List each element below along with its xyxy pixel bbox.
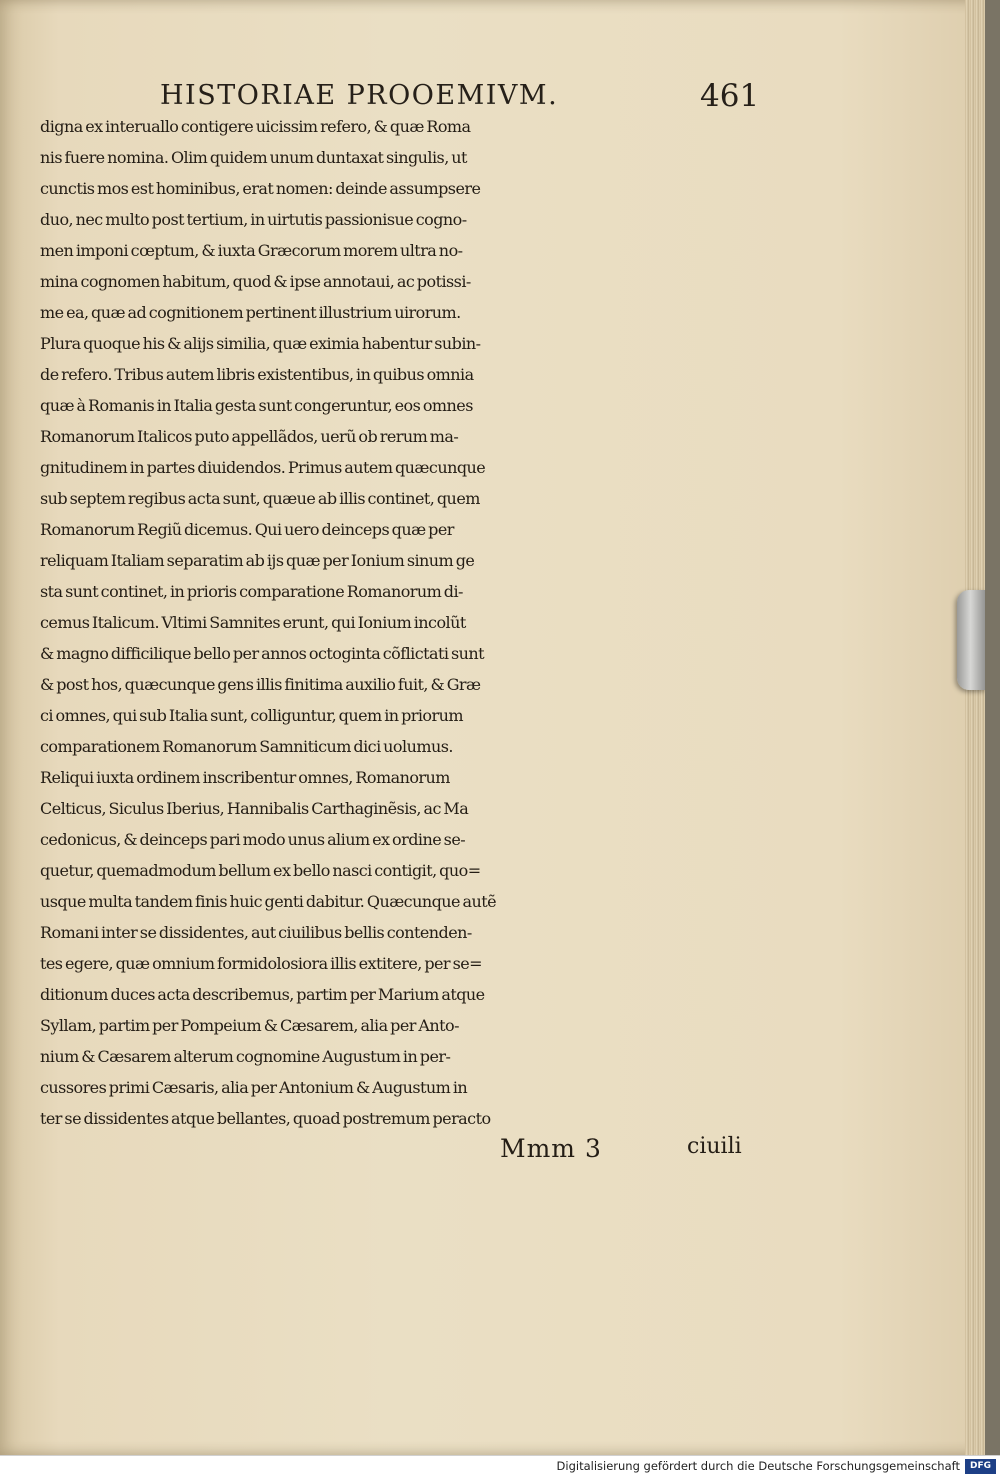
text-line: & magno difficilique bello per annos octoginta cõflictati sunt	[40, 644, 485, 663]
text-line: ci omnes, qui sub Italia sunt, colliguntur, quem in priorum	[40, 706, 463, 725]
text-line: comparationem Romanorum Samniticum dici uolumus.	[40, 737, 453, 756]
text-line: digna ex interuallo contigere uicissim refero, & quæ Roma	[40, 117, 471, 136]
text-line: cedonicus, & deinceps pari modo unus alium ex ordine se-	[40, 830, 466, 849]
dfg-logo: DFG	[965, 1459, 996, 1474]
text-line: nium & Cæsarem alterum cognomine Augustum in per-	[40, 1047, 451, 1066]
text-line: Romani inter se dissidentes, aut ciuilibus bellis contenden-	[40, 923, 472, 942]
text-line: quetur, quemadmodum bellum ex bello nasci contigit, quo=	[40, 861, 481, 880]
digitization-footer	[0, 1455, 1000, 1478]
text-line: reliquam Italiam separatim ab ijs quæ per Ionium sinum ge	[40, 551, 475, 570]
text-line: Romanorum Regiũ dicemus. Qui uero deinceps quæ per	[40, 520, 454, 539]
text-line: & post hos, quæcunque gens illis finitima auxilio fuit, & Græ	[40, 675, 481, 694]
text-line: me ea, quæ ad cognitionem pertinent illustrium uirorum.	[40, 303, 461, 322]
page-edge	[965, 0, 985, 1455]
text-line: usque multa tandem finis huic genti dabitur. Quæcunque autẽ	[40, 892, 497, 911]
text-line: nis fuere nomina. Olim quidem unum duntaxat singulis, ut	[40, 148, 467, 167]
text-line: de refero. Tribus autem libris existentibus, in quibus omnia	[40, 365, 474, 384]
signature-mark: Mmm 3	[500, 1134, 602, 1163]
text-line: quæ à Romanis in Italia gesta sunt congeruntur, eos omnes	[40, 396, 473, 415]
text-line: Plura quoque his & alijs similia, quæ eximia habentur subin-	[40, 334, 481, 353]
page-header	[160, 78, 760, 114]
text-line: Reliqui iuxta ordinem inscribentur omnes, Romanorum	[40, 768, 450, 787]
text-line: duo, nec multo post tertium, in uirtutis passionisue cogno-	[40, 210, 467, 229]
text-line: cemus Italicum. Vltimi Samnites erunt, qui Ionium incolũt	[40, 613, 466, 632]
text-line: Romanorum Italicos puto appellãdos, uerũ ob rerum ma-	[40, 427, 459, 446]
text-line: Syllam, partim per Pompeium & Cæsarem, alia per Anto-	[40, 1016, 459, 1035]
text-line: tes egere, quæ omnium formidolosiora illis extitere, per se=	[40, 954, 483, 973]
text-line: cunctis mos est hominibus, erat nomen: deinde assumpsere	[40, 179, 481, 198]
text-line: ter se dissidentes atque bellantes, quoad postremum peracto	[40, 1109, 491, 1128]
text-line: cussores primi Cæsaris, alia per Antonium & Augustum in	[40, 1078, 468, 1097]
catchword: ciuili	[687, 1134, 742, 1159]
page-number: 461	[700, 78, 760, 114]
text-line: ditionum duces acta describemus, partim per Marium atque	[40, 985, 485, 1004]
bottom-marks	[500, 1134, 760, 1168]
text-line: men imponi cœptum, & iuxta Græcorum morem ultra no-	[40, 241, 463, 260]
text-line: gnitudinem in partes diuidendos. Primus autem quæcunque	[40, 458, 486, 477]
running-head: HISTORIAE PROOEMIVM.	[160, 80, 559, 111]
attribution-text: Digitalisierung gefördert durch die Deutsche Forschungsgemeinschaft	[556, 1459, 960, 1473]
text-line: sub septem regibus acta sunt, quæue ab illis continet, quem	[40, 489, 480, 508]
text-line: mina cognomen habitum, quod & ipse annotaui, ac potissi-	[40, 272, 471, 291]
page-clip	[957, 590, 985, 690]
text-line: Celticus, Siculus Iberius, Hannibalis Carthaginẽsis, ac Ma	[40, 799, 469, 818]
text-line: sta sunt continet, in prioris comparatione Romanorum di-	[40, 582, 463, 601]
body-text	[40, 111, 770, 1134]
